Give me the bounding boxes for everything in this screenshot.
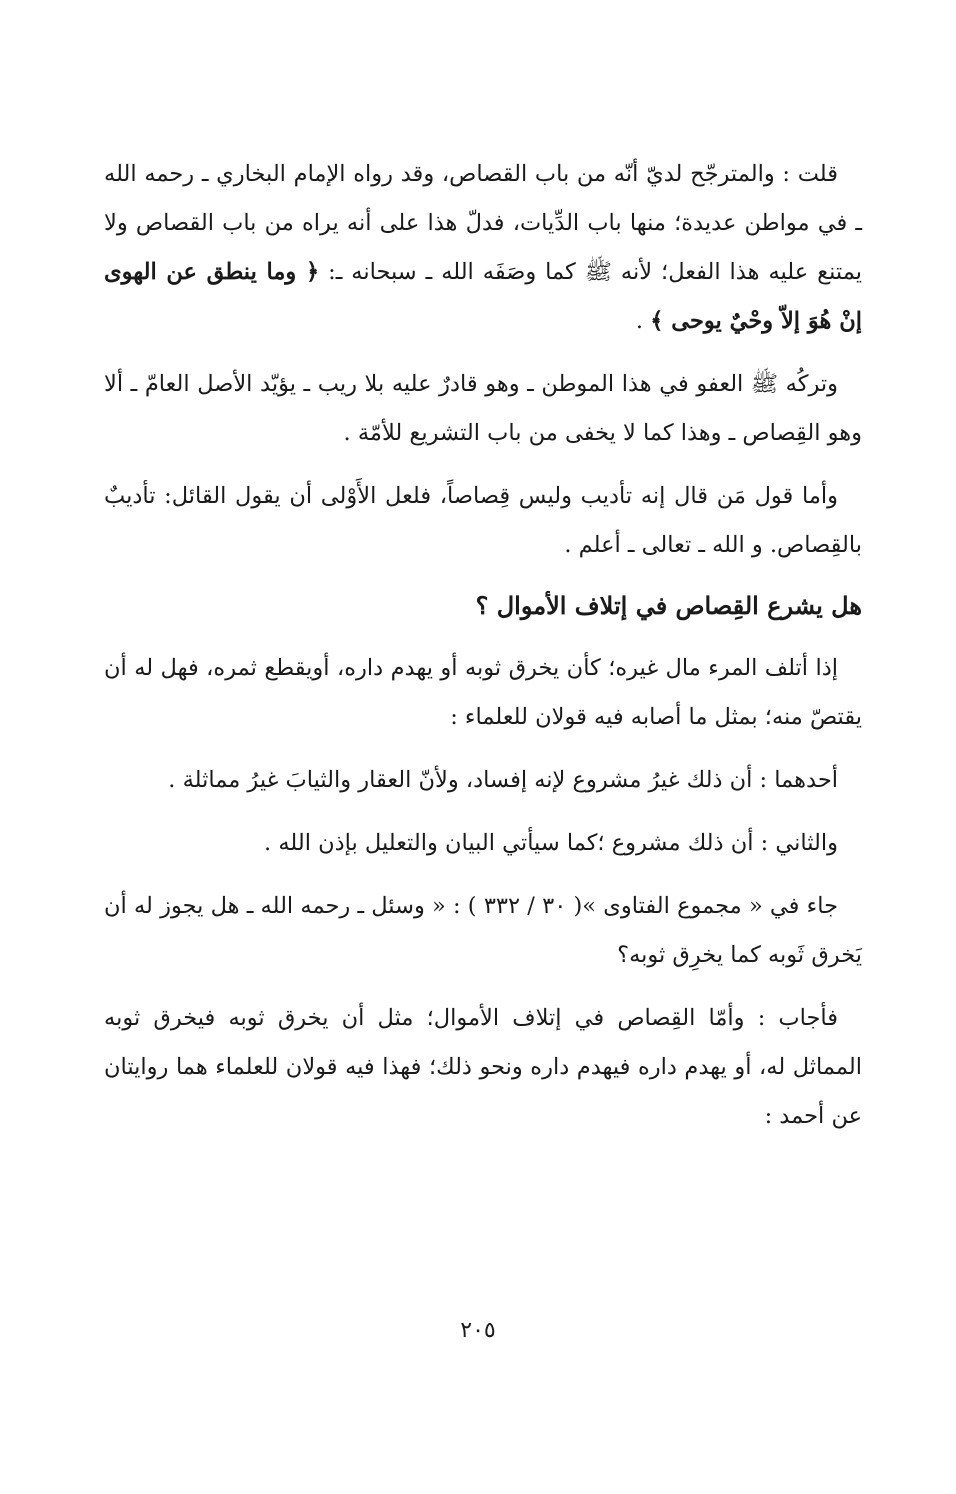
paragraph-2: وتركُه ﷺ العفو في هذا الموطن ـ وهو قادرٌ عليه بلا ريب ـ يؤيّد الأصل العامّ ـ ألا وهو القِصاص ـ وهذا كما لا يخفى من باب التشريع للأمّة . — [104, 371, 862, 446]
page-body — [104, 150, 862, 1151]
paragraph-1 — [104, 150, 862, 346]
quran-verse: ﴿ وما ينطق عن الهوى إنْ هُوَ إلاّ وحْيٌ يوحى ﴾ — [104, 259, 862, 334]
section-heading: هل يشرع القِصاص في إتلاف الأموال ؟ — [475, 591, 862, 620]
paragraph-6: والثاني : أن ذلك مشروع ؛كما سيأتي البيان والتعليل بإذن الله . — [264, 830, 838, 856]
paragraph-8: فأجاب : وأمّا القِصاص في إتلاف الأموال؛ مثل أن يخرق ثوبه فيخرق ثوبه المماثل له، أو يهدم داره فيهدم داره ونحو ذلك؛ فهذا فيه قولان للعلماء هما روايتان عن أحمد : — [104, 1005, 862, 1129]
paragraph-3: وأما قول مَن قال إنه تأديب وليس قِصاصاً، فلعل الأَوْلى أن يقول القائل: تأديبٌ بالقِصاص. و الله ـ تعالى ـ أعلم . — [104, 483, 862, 558]
paragraph-1-text: قلت : والمترجّح لديّ أنّه من باب القصاص، وقد رواه الإمام البخاري ـ رحمه الله ـ في مواطن عديدة؛ منها باب الدِّيات، فدلّ هذا على أنه يراه من باب القصاص ولا يمتنع عليه هذا الفعل؛ لأنه ﷺ كما وصَفَه الله ـ سبحانه ـ: — [104, 161, 862, 285]
paragraph-4: إذا أتلف المرء مال غيره؛ كأن يخرق ثوبه أو يهدم داره، أويقطع ثمره، فهل له أن يقتصّ منه؛ بمثل ما أصابه فيه قولان للعلماء : — [104, 655, 862, 730]
paragraph-7: جاء في « مجموع الفتاوى »( ٣٠ / ٣٣٢ ) : « وسئل ـ رحمه الله ـ هل يجوز له أن يَخرق ثَوبه كما يخرِق ثوبه؟ — [104, 893, 862, 968]
paragraph-5: أحدهما : أن ذلك غيرُ مشروع لإنه إفساد، ولأنّ العقار والثيابَ غيرُ مماثلة . — [168, 767, 838, 793]
paragraph-1-end: . — [635, 308, 651, 334]
page-number: ٢٠٥ — [460, 1318, 496, 1343]
